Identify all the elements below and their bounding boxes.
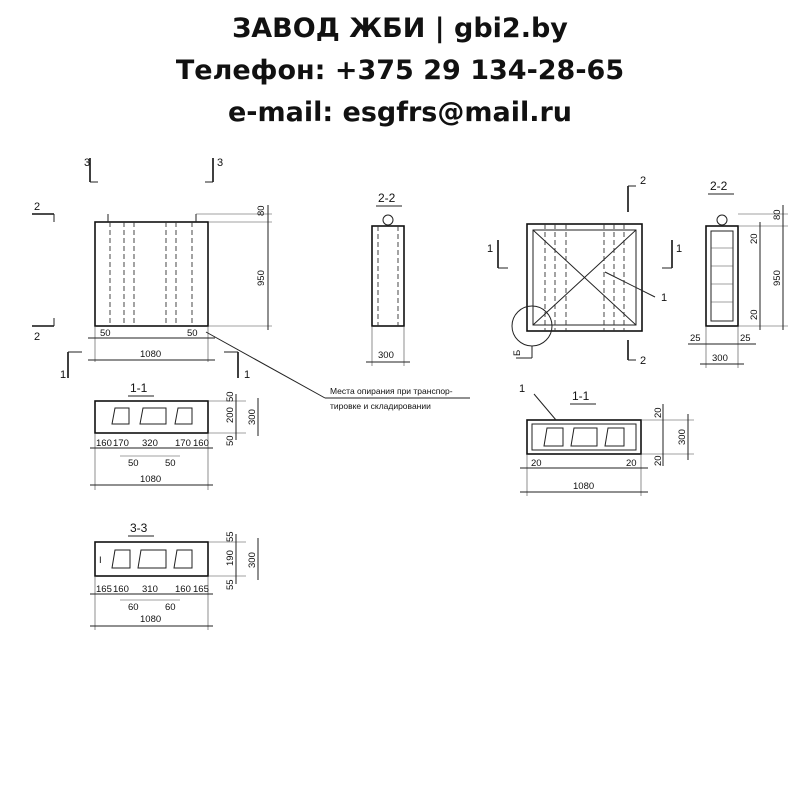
dim-s11-c2: 50 — [165, 458, 176, 469]
dim-s33-b4: 160 — [175, 584, 191, 595]
dim-s11-1080: 1080 — [140, 474, 162, 485]
void-cavity — [544, 428, 563, 446]
dim-20-top: 20 — [749, 233, 760, 244]
dim-20-right: 20 — [626, 458, 637, 469]
dim-300: 300 — [677, 429, 688, 445]
support-note-line1: Места опирания при транспор- — [330, 386, 453, 396]
dim-20-left: 20 — [531, 458, 542, 469]
dim-80: 80 — [256, 205, 267, 216]
section-label-3-right: 3 — [217, 157, 224, 169]
dim-s33-mid: 190 — [225, 550, 236, 566]
lifting-loop — [383, 215, 393, 225]
right-section-2-2 — [688, 179, 788, 368]
dim-s11-b4: 170 — [175, 438, 191, 449]
void-cavity — [112, 550, 130, 568]
callout-1: 1 — [661, 292, 668, 304]
right-reinforcement-view — [487, 175, 682, 367]
section-label-2-top: 2 — [34, 201, 41, 213]
section-outline — [95, 401, 208, 433]
dim-50-left: 50 — [100, 328, 111, 339]
dim-950: 950 — [256, 270, 267, 286]
lifting-loop — [717, 215, 727, 225]
section-label-2-top: 2 — [640, 175, 647, 187]
dim-s11-b2: 170 — [113, 438, 129, 449]
dim-25-left: 25 — [690, 333, 701, 344]
section-label-3-left: 3 — [84, 157, 91, 169]
section-title-2-2: 2-2 — [710, 179, 728, 193]
dim-s11-bot: 50 — [225, 435, 236, 446]
section-label-1-right: 1 — [244, 369, 251, 381]
right-section-1-1 — [519, 383, 694, 496]
section-label-1-left: 1 — [60, 369, 67, 381]
note-leader — [206, 332, 325, 398]
support-note-line2: тировке и складировании — [330, 401, 431, 411]
dim-20-a: 20 — [653, 407, 664, 418]
callout-leader — [605, 272, 655, 297]
dim-s33-c1: 60 — [128, 602, 139, 613]
dim-s33-b2: 160 — [113, 584, 129, 595]
void-cavity — [140, 408, 166, 424]
void-cavity — [112, 408, 129, 424]
header-email: e-mail: esgfrs@mail.ru — [227, 97, 573, 128]
left-section-3-3 — [90, 521, 258, 630]
dim-s11-b5: 160 — [193, 438, 209, 449]
section-title-1-1: 1-1 — [572, 389, 590, 403]
detail-mark: Б — [512, 349, 523, 356]
dim-950: 950 — [772, 270, 783, 286]
dim-s33-300: 300 — [247, 552, 258, 568]
dim-s33-c2: 60 — [165, 602, 176, 613]
section-outline — [372, 226, 404, 326]
section-label-1-right: 1 — [676, 243, 683, 255]
left-section-1-1 — [90, 381, 258, 490]
detail-circle — [512, 306, 552, 346]
section-label-1-left: 1 — [487, 243, 494, 255]
dim-s11-mid: 200 — [225, 407, 236, 423]
dim-80: 80 — [772, 209, 783, 220]
dim-1080: 1080 — [573, 481, 595, 492]
section-title-1-1: 1-1 — [130, 381, 148, 395]
section-title-2-2: 2-2 — [378, 191, 396, 205]
block-outline — [95, 222, 208, 326]
void-cavity — [175, 408, 192, 424]
dim-s33-b5: 165 — [193, 584, 209, 595]
section-outline — [95, 542, 208, 576]
section-3-3-mark: I — [99, 555, 102, 566]
dim-s11-300: 300 — [247, 409, 258, 425]
dim-300: 300 — [378, 350, 394, 361]
callout-1: 1 — [519, 383, 526, 395]
section-label-2-bottom: 2 — [34, 331, 41, 343]
section-title-3-3: 3-3 — [130, 521, 148, 535]
void-cavity — [174, 550, 192, 568]
dim-50-right: 50 — [187, 328, 198, 339]
dim-1080: 1080 — [140, 349, 162, 360]
dim-s33-1080: 1080 — [140, 614, 162, 625]
dim-300: 300 — [712, 353, 728, 364]
header-title: ЗАВОД ЖБИ | gbi2.by — [232, 13, 568, 44]
void-cavity — [571, 428, 597, 446]
section-label-2-bottom: 2 — [640, 355, 647, 367]
dim-s11-top: 50 — [225, 391, 236, 402]
reinforcement-cage — [711, 231, 733, 321]
dim-s11-b3: 320 — [142, 438, 158, 449]
void-cavity — [605, 428, 624, 446]
dim-s33-bot: 55 — [225, 579, 236, 590]
dim-s33-b1: 165 — [96, 584, 112, 595]
dim-25-right: 25 — [740, 333, 751, 344]
header-phone: Телефон: +375 29 134-28-65 — [175, 55, 625, 86]
dim-s11-b1: 160 — [96, 438, 112, 449]
dim-s11-c1: 50 — [128, 458, 139, 469]
callout-leader — [534, 394, 556, 420]
dim-s33-top: 55 — [225, 531, 236, 542]
dim-20-b: 20 — [653, 455, 664, 466]
dim-20-bottom: 20 — [749, 309, 760, 320]
void-cavity — [138, 550, 166, 568]
left-section-2-2 — [366, 191, 410, 366]
dim-s33-b3: 310 — [142, 584, 158, 595]
